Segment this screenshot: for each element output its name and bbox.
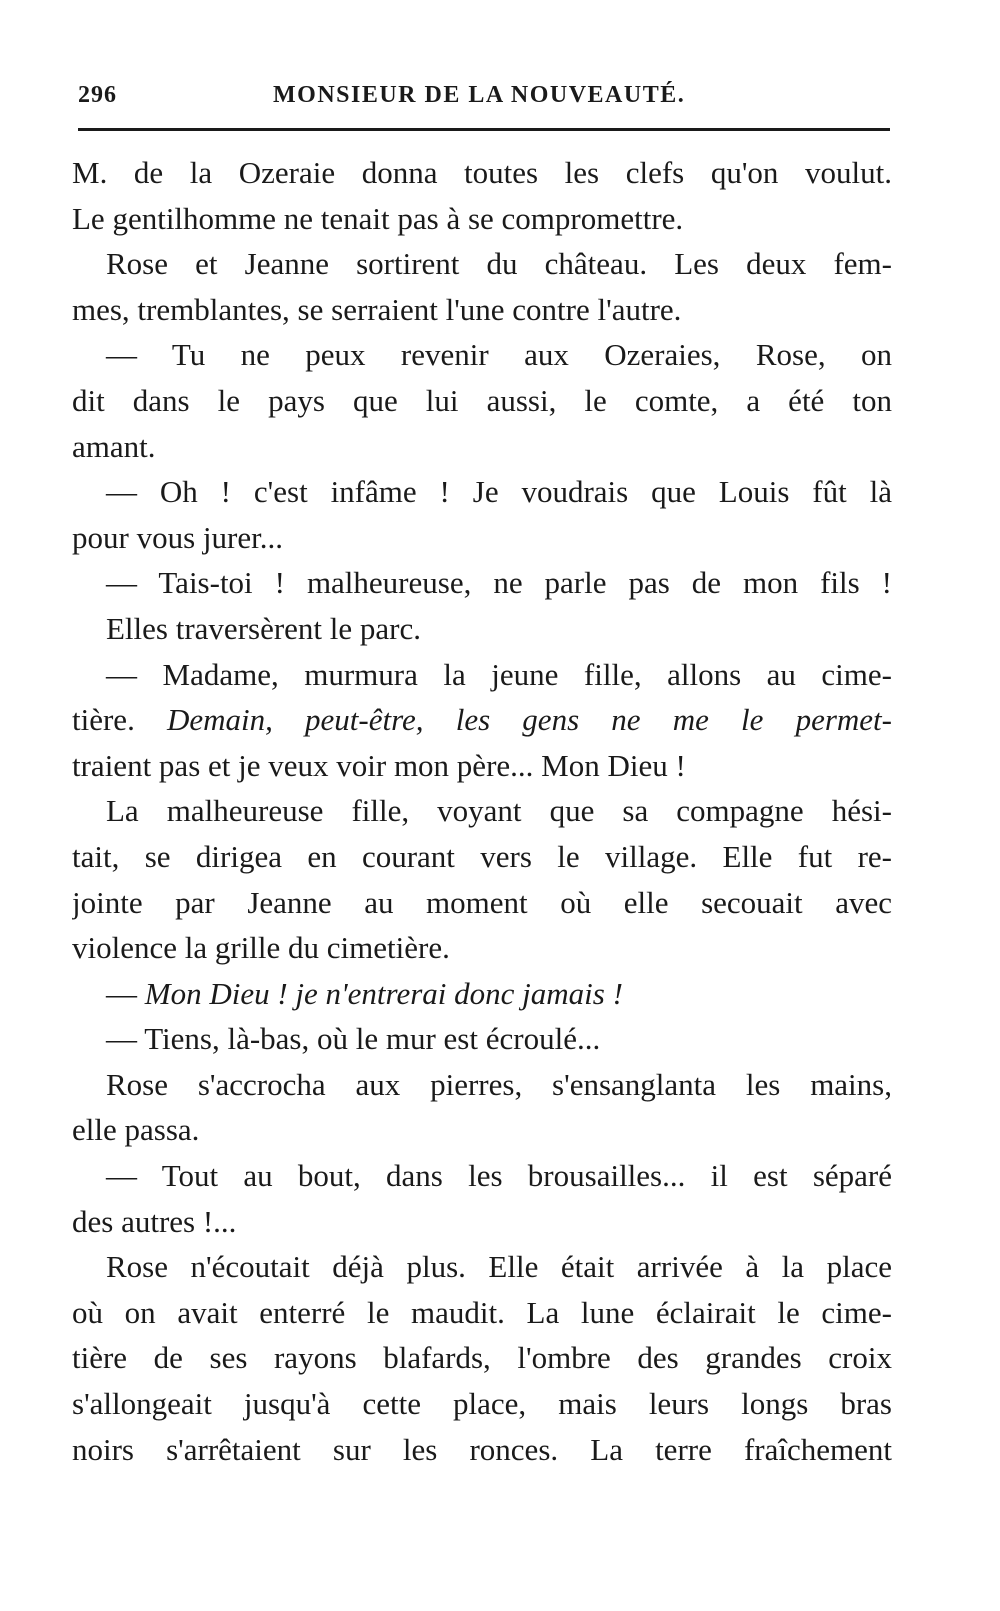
body-text <box>72 150 892 1472</box>
running-title: MONSIEUR DE LA NOUVEAUTÉ. <box>273 82 686 108</box>
italic-text-segment: Mon Dieu ! je n'entrerai donc jamais ! <box>144 975 623 1011</box>
text-line: — Tu ne peux revenir aux Ozeraies, Rose, on <box>106 337 892 373</box>
text-line: — Tais-toi ! malheureuse, ne parle pas de mon fils ! <box>106 565 892 601</box>
header-rule <box>78 128 890 131</box>
text-line: jointe par Jeanne au moment où elle secouait avec <box>72 884 892 920</box>
text-line: des autres !... <box>72 1203 237 1239</box>
text-line: violence la grille du cimetière. <box>72 930 450 966</box>
text-line: dit dans le pays que lui aussi, le comte, a été ton <box>72 382 892 418</box>
text-line: — Oh ! c'est infâme ! Je voudrais que Louis fût là <box>106 474 892 510</box>
text-line: s'allongeait jusqu'à cette place, mais leurs longs bras <box>72 1386 892 1422</box>
text-segment: tière. <box>72 702 167 738</box>
text-line <box>72 697 892 743</box>
text-line: — Tiens, là-bas, où le mur est écroulé... <box>106 1021 601 1057</box>
text-line: Le gentilhomme ne tenait pas à se compromettre. <box>72 200 684 236</box>
page-number: 296 <box>78 82 117 108</box>
text-line: mes, tremblantes, se serraient l'une contre l'autre. <box>72 291 682 327</box>
text-line: — Tout au bout, dans les brousailles... il est séparé <box>106 1158 892 1194</box>
text-line: pour vous jurer... <box>72 519 283 555</box>
text-segment: — <box>106 975 145 1011</box>
text-line: M. de la Ozeraie donna toutes les clefs qu'on voulut. <box>72 155 892 190</box>
text-line: Elles traversèrent le parc. <box>106 610 421 646</box>
text-line: Rose n'écoutait déjà plus. Elle était arrivée à la place <box>106 1249 892 1285</box>
text-line: tière de ses rayons blafards, l'ombre des grandes croix <box>72 1340 892 1376</box>
text-line: — Madame, murmura la jeune fille, allons au cime- <box>106 656 892 692</box>
text-line: Rose et Jeanne sortirent du château. Les deux fem- <box>106 246 892 282</box>
text-line: La malheureuse fille, voyant que sa compagne hési- <box>106 793 892 829</box>
text-line <box>72 971 892 1017</box>
italic-text-segment: Demain, peut-être, les gens ne me le permet- <box>166 702 892 738</box>
text-line: noirs s'arrêtaient sur les ronces. La terre fraîchement <box>72 1431 892 1467</box>
page-header <box>78 78 890 118</box>
text-line: Rose s'accrocha aux pierres, s'ensanglanta les mains, <box>106 1066 892 1102</box>
text-line: amant. <box>72 428 156 464</box>
text-line: traient pas et je veux voir mon père... Mon Dieu ! <box>72 747 686 783</box>
text-line: tait, se dirigea en courant vers le village. Elle fut re- <box>72 838 892 874</box>
text-line: où on avait enterré le maudit. La lune éclairait le cime- <box>72 1294 892 1330</box>
text-line: elle passa. <box>72 1112 200 1148</box>
